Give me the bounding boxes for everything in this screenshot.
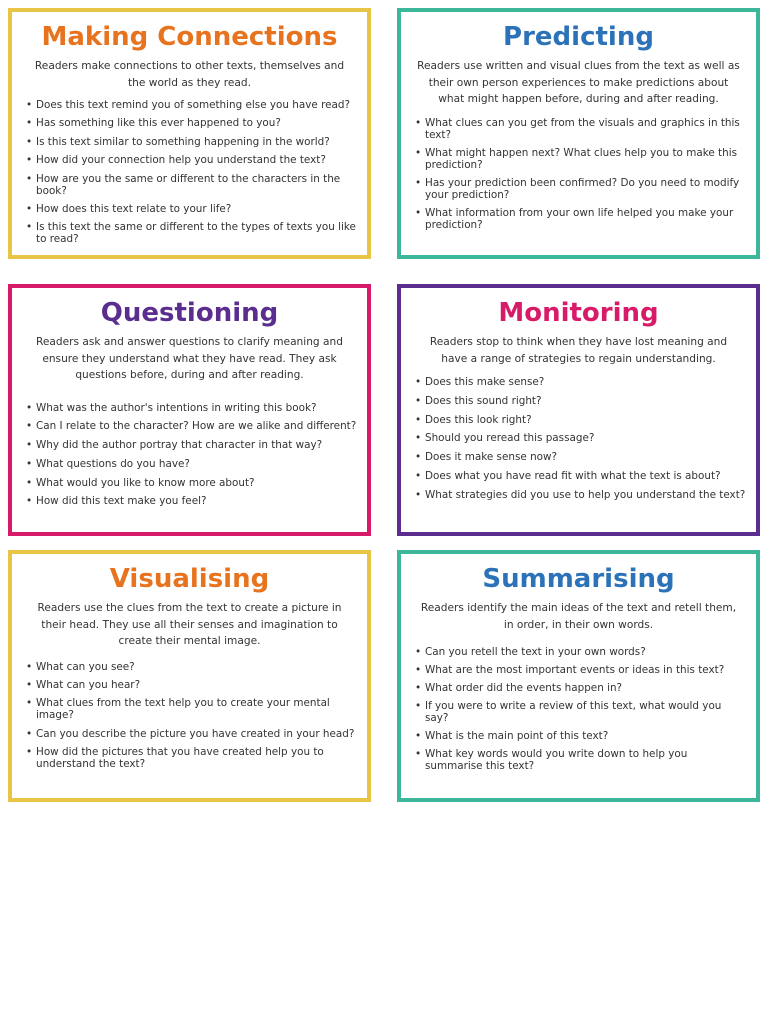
card-intro: Readers identify the main ideas of the text and retell them, in order, in their own words. — [420, 602, 737, 631]
bullet-list — [401, 117, 756, 231]
card-monitoring — [397, 284, 760, 536]
card-title: Visualising — [109, 564, 270, 594]
card-title: Questioning — [100, 298, 279, 328]
list-item: • What was the author's intentions in writing this book? — [26, 402, 357, 414]
list-item: • Is this text similar to something happening in the world? — [26, 136, 357, 148]
list-item: • Does this look right? — [415, 414, 746, 426]
list-item: • How did the pictures that you have created help you to understand the text? — [26, 746, 357, 770]
bullet-list — [401, 646, 756, 772]
list-item: • What information from your own life helped you make your prediction? — [415, 207, 746, 231]
list-item: • If you were to write a review of this text, what would you say? — [415, 700, 746, 724]
list-item: • Does this make sense? — [415, 376, 746, 388]
card-intro: Readers ask and answer questions to clarify meaning and ensure they understand what they have read. They ask questions before, during and after reading. — [36, 336, 343, 381]
list-item: • Can you retell the text in your own words? — [415, 646, 746, 658]
list-item: • Is this text the same or different to the types of texts you like to read? — [26, 221, 357, 245]
list-item: • What might happen next? What clues help you to make this prediction? — [415, 147, 746, 171]
bullet-list — [12, 99, 367, 245]
card-predicting — [397, 8, 760, 259]
card-visualising — [8, 550, 371, 802]
card-making-connections — [8, 8, 371, 259]
list-item: • What key words would you write down to help you summarise this text? — [415, 748, 746, 772]
list-item: • What order did the events happen in? — [415, 682, 746, 694]
bullet-list — [12, 402, 367, 508]
list-item: • What is the main point of this text? — [415, 730, 746, 742]
bullet-list — [12, 661, 367, 771]
card-summarising — [397, 550, 760, 802]
list-item: • What clues can you get from the visuals and graphics in this text? — [415, 117, 746, 141]
list-item: • What strategies did you use to help you understand the text? — [415, 489, 746, 501]
card-intro: Readers stop to think when they have lost meaning and have a range of strategies to regain understanding. — [429, 336, 728, 365]
card-intro: Readers use the clues from the text to create a picture in their head. They use all their senses and imagination to create their mental image. — [37, 602, 342, 647]
card-title: Making Connections — [41, 22, 338, 52]
list-item: • What questions do you have? — [26, 458, 357, 470]
list-item: • Has your prediction been confirmed? Do you need to modify your prediction? — [415, 177, 746, 201]
card-title: Summarising — [482, 564, 675, 594]
card-questioning — [8, 284, 371, 536]
card-intro: Readers make connections to other texts, themselves and the world as they read. — [34, 60, 345, 89]
list-item: • What are the most important events or ideas in this text? — [415, 664, 746, 676]
list-item: • How did this text make you feel? — [26, 495, 357, 507]
list-item: • What can you hear? — [26, 679, 357, 691]
list-item: • Should you reread this passage? — [415, 432, 746, 444]
list-item: • Does this text remind you of something else you have read? — [26, 99, 357, 111]
list-item: • How did your connection help you understand the text? — [26, 154, 357, 166]
list-item: • Has something like this ever happened to you? — [26, 117, 357, 129]
card-intro: Readers use written and visual clues from the text as well as their own person experiences to make predictions about what might happen before, during and after reading. — [417, 60, 740, 105]
list-item: • Can you describe the picture you have created in your head? — [26, 728, 357, 740]
list-item: • How are you the same or different to the characters in the book? — [26, 173, 357, 197]
list-item: • Can I relate to the character? How are we alike and different? — [26, 420, 357, 432]
bullet-list — [401, 376, 756, 501]
list-item: • Does what you have read fit with what the text is about? — [415, 470, 746, 482]
card-title: Predicting — [503, 22, 654, 52]
list-item: • Does this sound right? — [415, 395, 746, 407]
card-title: Monitoring — [498, 298, 659, 328]
list-item: • Does it make sense now? — [415, 451, 746, 463]
list-item: • Why did the author portray that character in that way? — [26, 439, 357, 451]
list-item: • What can you see? — [26, 661, 357, 673]
list-item: • How does this text relate to your life? — [26, 203, 357, 215]
list-item: • What clues from the text help you to create your mental image? — [26, 697, 357, 721]
list-item: • What would you like to know more about? — [26, 477, 357, 489]
